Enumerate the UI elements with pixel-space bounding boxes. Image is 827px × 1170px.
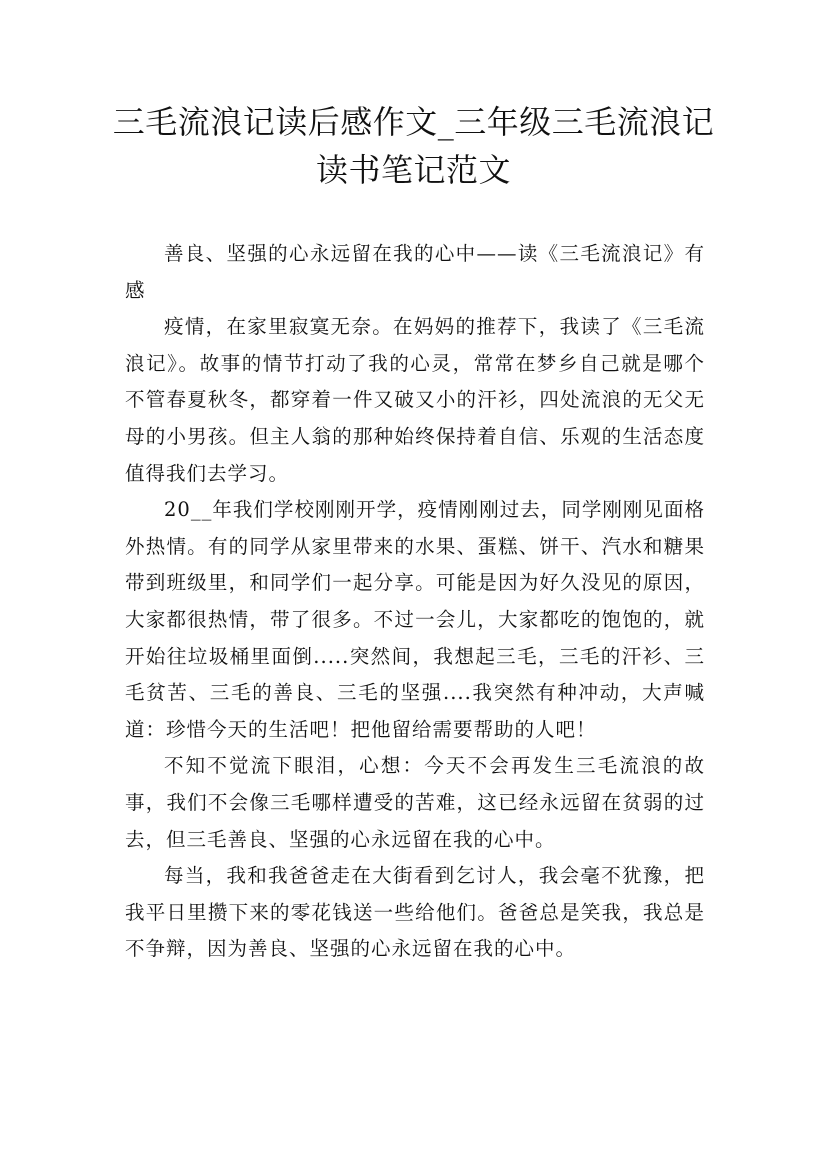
paragraph: 20__年我们学校刚刚开学，疫情刚刚过去，同学刚刚见面格外热情。有的同学从家里带来的水果、蛋糕、饼干、汽水和糖果带到班级里，和同学们一起分享。可能是因为好久没见的原因，大家都很热情，带了很多。不过一会儿，大家都吃的饱饱的，就开始往垃圾桶里面倒.....突然间，我想起三毛，三毛的汗衫、三毛贫苦、三毛的善良、三毛的坚强....我突然有种冲动，大声喊道：珍惜今天的生活吧！把他留给需要帮助的人吧！ <box>125 498 705 741</box>
paragraph: 不知不觉流下眼泪，心想：今天不会再发生三毛流浪的故事，我们不会像三毛哪样遭受的苦难，这已经永远留在贫弱的过去，但三毛善良、坚强的心永远留在我的心中。 <box>125 754 705 851</box>
document-title: 三毛流浪记读后感作文_三年级三毛流浪记读书笔记范文 <box>112 103 715 189</box>
document-body <box>125 236 705 968</box>
paragraph: 每当，我和我爸爸走在大街看到乞讨人，我会毫不犹豫，把我平日里攒下来的零花钱送一些给他们。爸爸总是笑我，我总是不争辩，因为善良、坚强的心永远留在我的心中。 <box>125 864 705 961</box>
paragraph: 疫情，在家里寂寞无奈。在妈妈的推荐下，我读了《三毛流浪记》。故事的情节打动了我的心灵，常常在梦乡自己就是哪个不管春夏秋冬，都穿着一件又破又小的汗衫，四处流浪的无父无母的小男孩。但主人翁的那种始终保持着自信、乐观的生活态度值得我们去学习。 <box>125 315 705 485</box>
paragraph-subtitle: 善良、坚强的心永远留在我的心中——读《三毛流浪记》有感 <box>125 242 705 302</box>
